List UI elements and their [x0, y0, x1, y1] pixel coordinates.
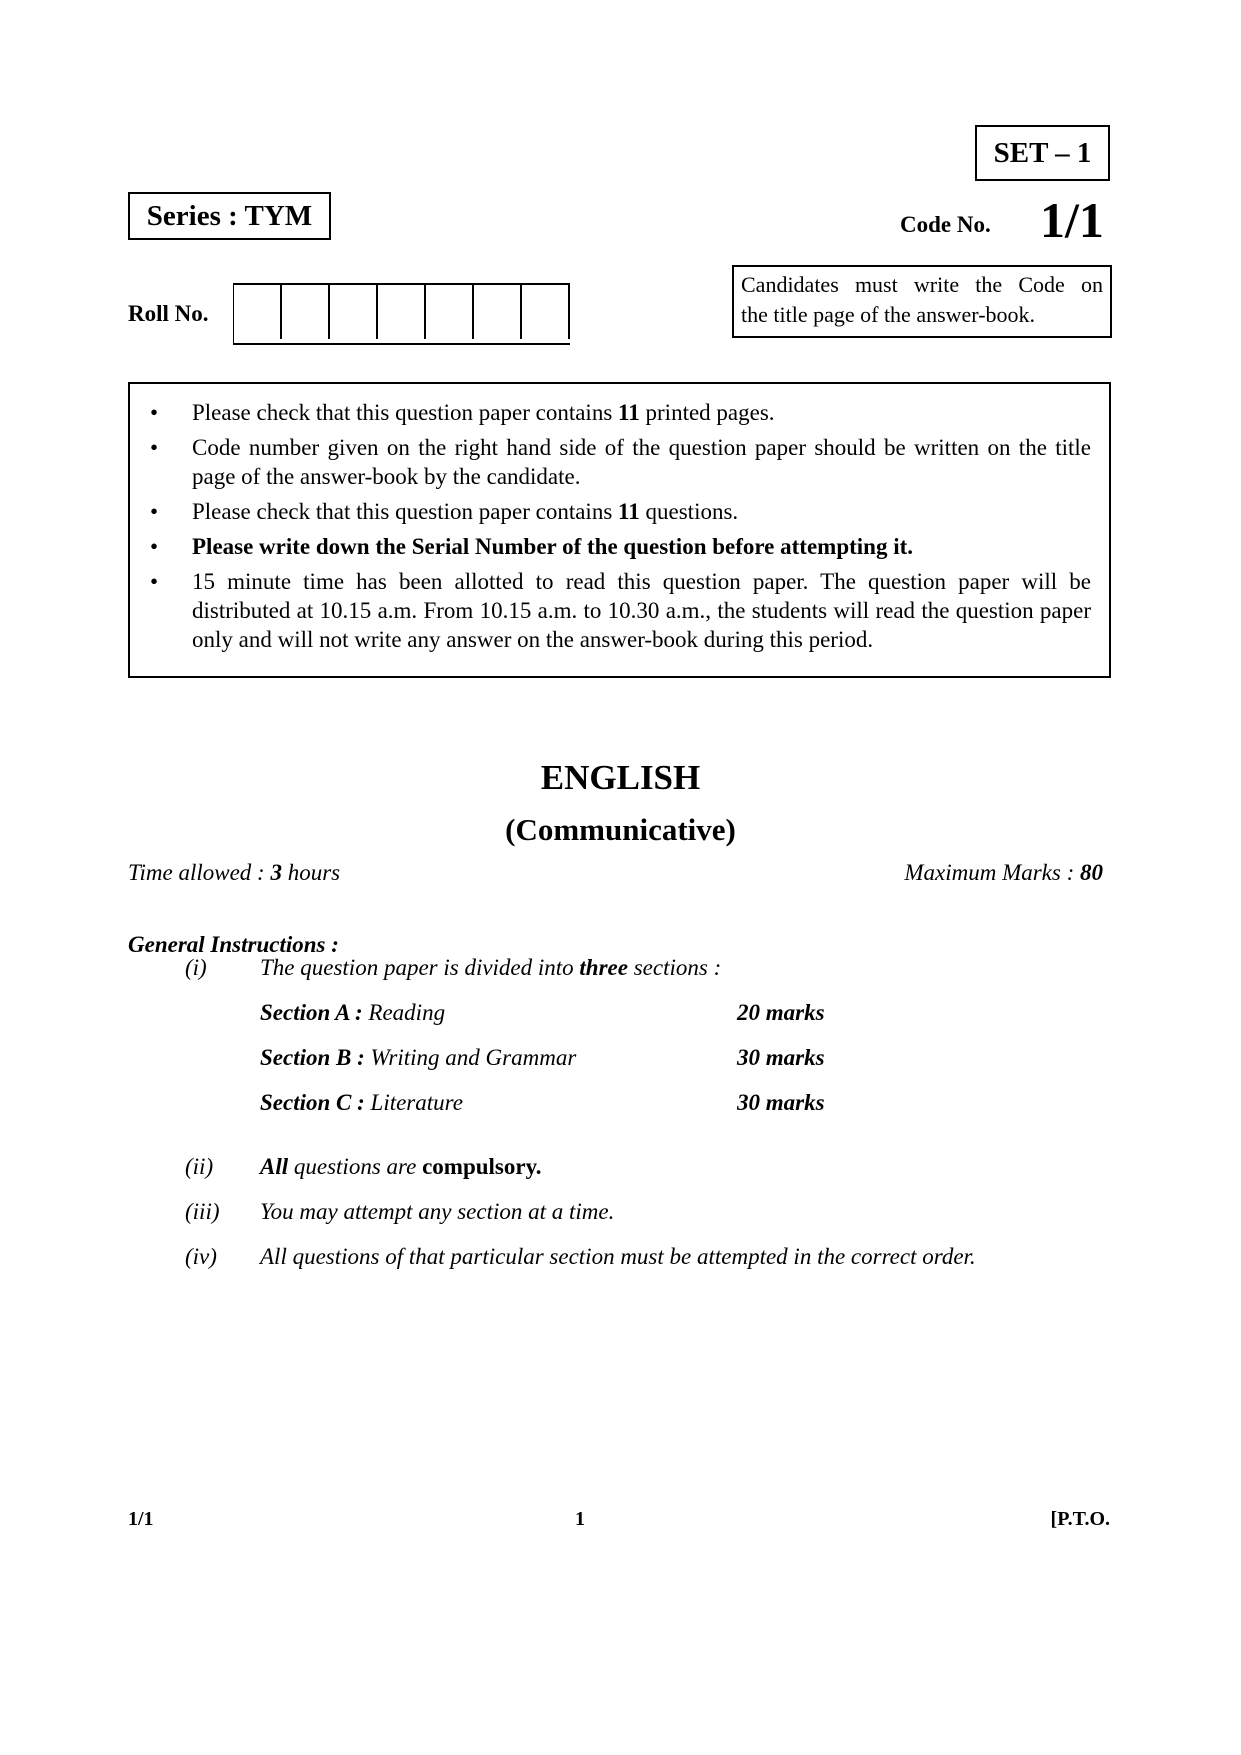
section-marks: 20 marks [737, 1000, 825, 1025]
section-marks: 30 marks [737, 1090, 825, 1115]
instruction-number: (iv) [185, 1244, 217, 1269]
roll-number-cell[interactable] [522, 285, 570, 339]
instruction-bold: three [579, 955, 628, 980]
note-item [150, 567, 1091, 654]
instruction-bold: All [260, 1154, 289, 1179]
time-allowed [128, 860, 340, 886]
notes-list [150, 398, 1091, 654]
instruction-number: (i) [185, 955, 207, 980]
note-text: 15 minute time has been allotted to read this question paper. The question paper will be distributed at 10.15 a.m. From 10.15 a.m. to 10.30 a.m., the students will read the question paper only and will not write any answer on the answer-book during this period. [192, 569, 1091, 652]
section-name: Literature [364, 1090, 463, 1115]
note-bold: 11 [618, 499, 640, 524]
roll-number-cell[interactable] [282, 285, 330, 339]
footer-code: 1/1 [128, 1508, 154, 1530]
bullet-icon: • [150, 569, 159, 594]
instruction-number: (iii) [185, 1199, 220, 1224]
note-text: questions. [639, 499, 739, 524]
roll-number-cell[interactable] [330, 285, 378, 339]
section-label: Section A : [260, 1000, 363, 1025]
set-badge: SET – 1 [975, 125, 1110, 181]
candidate-notes-box [128, 382, 1111, 678]
bullet-icon: • [150, 499, 159, 524]
roll-number-grid [233, 283, 570, 345]
roll-number-cell[interactable] [426, 285, 474, 339]
paper-subtitle: (Communicative) [505, 812, 736, 847]
section-row [260, 1090, 463, 1116]
series-badge: Series : TYM [128, 192, 331, 240]
code-note-line: Candidates must write the Code on [741, 272, 1103, 297]
section-label: Section C : [260, 1090, 365, 1115]
note-bold: 11 [618, 400, 640, 425]
marks-value: 80 [1080, 860, 1103, 885]
note-text: Please check that this question paper contains [192, 499, 619, 524]
section-name: Reading [362, 1000, 446, 1025]
note-item [150, 497, 1091, 526]
instruction-bold: compulsory. [422, 1154, 542, 1179]
section-label: Section B : [260, 1045, 365, 1070]
time-label: Time allowed : [128, 860, 271, 885]
maximum-marks [904, 860, 1103, 886]
note-item [150, 433, 1091, 491]
note-text: printed pages. [639, 400, 775, 425]
code-value: 1/1 [1040, 192, 1104, 248]
general-instructions-heading: General Instructions : [128, 932, 339, 957]
instruction-text [260, 1154, 542, 1180]
note-item [150, 532, 1091, 561]
note-text: Please check that this question paper contains [192, 400, 619, 425]
roll-number-cell[interactable] [474, 285, 522, 339]
code-note [732, 265, 1112, 338]
bullet-icon: • [150, 435, 159, 460]
section-marks: 30 marks [737, 1045, 825, 1070]
instruction-text-part: questions are [288, 1154, 423, 1179]
please-turn-over: [P.T.O. [1050, 1508, 1110, 1530]
roll-number-cell[interactable] [378, 285, 426, 339]
instruction-text-part: The question paper is divided into [260, 955, 580, 980]
instruction-text: You may attempt any section at a time. [260, 1199, 615, 1224]
section-row [260, 1000, 445, 1026]
bullet-icon: • [150, 400, 159, 425]
instruction-text [260, 955, 721, 981]
section-name: Writing and Grammar [364, 1045, 577, 1070]
code-label: Code No. [900, 212, 991, 237]
code-note-line: the title page of the answer-book. [741, 302, 1036, 327]
note-bold: Please write down the Serial Number of the question before attempting it. [192, 534, 914, 559]
instruction-text-part: sections : [627, 955, 722, 980]
instruction-text: All questions of that particular section must be attempted in the correct order. [260, 1244, 976, 1269]
marks-label: Maximum Marks : [904, 860, 1080, 885]
instruction-number: (ii) [185, 1154, 214, 1179]
time-value: 3 [270, 860, 282, 885]
note-text: Code number given on the right hand side of the question paper should be written on the title page of the answer-book by the candidate. [192, 435, 1091, 489]
section-row [260, 1045, 576, 1071]
roll-number-label: Roll No. [128, 301, 209, 326]
roll-number-cell[interactable] [234, 285, 282, 339]
time-unit: hours [281, 860, 341, 885]
note-item [150, 398, 1091, 427]
page-number: 1 [575, 1508, 585, 1530]
bullet-icon: • [150, 534, 159, 559]
paper-title: ENGLISH [540, 758, 701, 797]
